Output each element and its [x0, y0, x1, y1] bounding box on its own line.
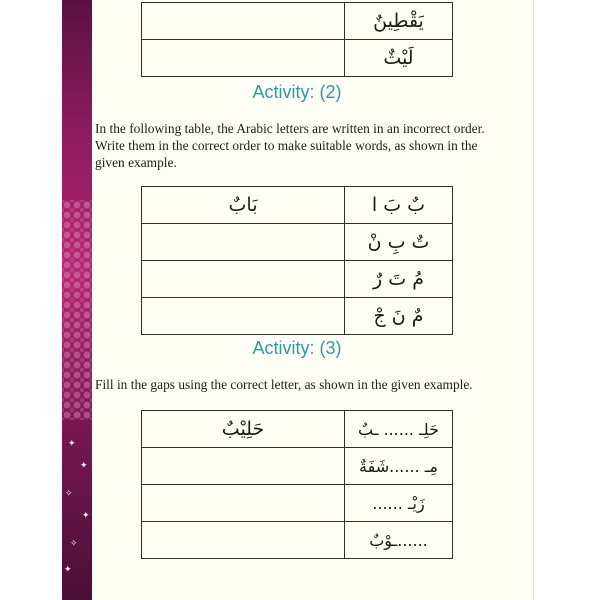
activity-2-title: Activity: (2) [252, 82, 342, 102]
answer-cell[interactable] [142, 448, 345, 485]
activity-3-table [141, 410, 453, 559]
activity-2-table [141, 186, 453, 335]
activity-3-instruction: Fill in the gaps using the correct letter, as shown in the given example. [95, 377, 473, 392]
table-row [142, 187, 453, 224]
table-row [142, 522, 453, 559]
answer-cell[interactable] [142, 224, 345, 261]
table-row [142, 411, 453, 448]
table-row [142, 40, 453, 77]
table-row [142, 224, 453, 261]
gap-cell: ......ـوْبٌ [345, 522, 453, 559]
gap-cell: مِـ ......شَفَةٌ [345, 448, 453, 485]
word-cell: يَقْطِينٌ [345, 3, 453, 40]
answer-cell[interactable] [142, 298, 345, 335]
table-row [142, 448, 453, 485]
letters-cell: تٌ بِ نْ [345, 224, 453, 261]
sparkle-icon: ✦ [64, 565, 72, 575]
answer-cell: حَلِيْبٌ [142, 411, 345, 448]
answer-cell[interactable] [142, 3, 345, 40]
gap-cell: حَلِـ ...... ـبٌ [345, 411, 453, 448]
letters-cell: مٌ نَ جْ [345, 298, 453, 335]
table-row [142, 298, 453, 335]
gap-cell: زَيْـ ...... [345, 485, 453, 522]
answer-cell[interactable] [142, 261, 345, 298]
sparkle-icon: ✦ [68, 439, 76, 449]
page-edge [533, 0, 534, 600]
answer-cell[interactable] [142, 522, 345, 559]
sparkle-icon: ✧ [65, 489, 73, 499]
table-row [142, 485, 453, 522]
activity-2-instruction: In the following table, the Arabic letters are written in an incorrect order. Write them in the correct order to make suitable words, as shown in the given example. [95, 121, 485, 170]
top-word-table [141, 2, 453, 77]
answer-cell[interactable] [142, 40, 345, 77]
answer-cell: بَابٌ [142, 187, 345, 224]
letters-cell: بٌ بَ ا [345, 187, 453, 224]
word-cell: لَيْثٌ [345, 40, 453, 77]
decorative-sidebar [62, 0, 92, 600]
sparkle-icon: ✦ [80, 461, 88, 471]
letters-cell: مُ تَ رٌ [345, 261, 453, 298]
activity-3-title: Activity: (3) [252, 338, 342, 358]
sparkle-icon: ✧ [70, 539, 78, 549]
table-row [142, 261, 453, 298]
sidebar-pattern [62, 200, 92, 420]
answer-cell[interactable] [142, 485, 345, 522]
table-row [142, 3, 453, 40]
sparkle-icon: ✦ [82, 511, 90, 521]
